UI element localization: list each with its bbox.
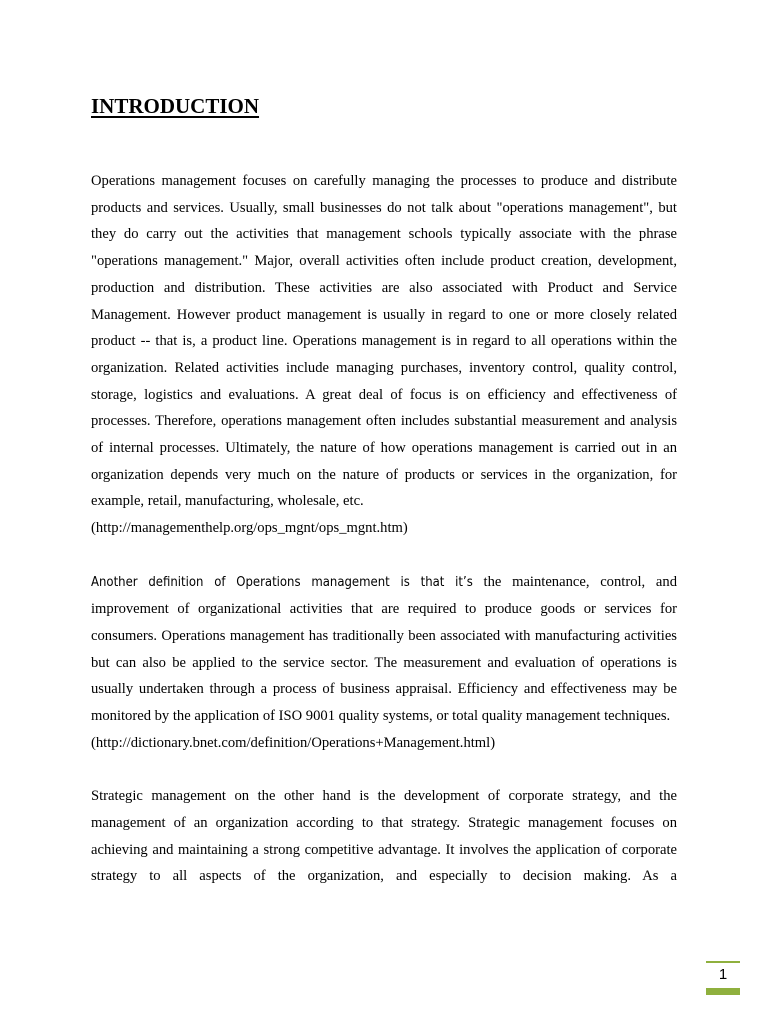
reference-bnet-dictionary: (http://dictionary.bnet.com/definition/Operations+Management.html) [91, 734, 496, 751]
paragraph-rest-text: the maintenance, control, and improvement of organizational activities that are required to produce goods or services for consumers. Operations management has traditionally been associated with manufacturing activities but can also be applied to the service sector. The measurement and evaluation of operations is usually undertaken through a process of business appraisal. Efficiency and effectiveness may be monitored by the application of ISO 9001 quality systems, or total quality management techniques. [91, 573, 677, 725]
footer-accent-bar [706, 988, 740, 995]
reference-managementhelp: (http://managementhelp.org/ops_mgnt/ops_mgnt.htm) [91, 520, 408, 537]
paragraph-operations-management: Operations management focuses on carefully managing the processes to produce and distribute products and services. Usually, small businesses do not talk about "operations management", but they do carry out the activities that management schools typically associate with the phrase "operations management." Major, overall activities often include product creation, development, production and distribution. These activities are also associated with Product and Service Management. However product management is usually in regard to one or more closely related product -- that is, a product line. Operations management is in regard to all operations within the organization. Related activities include managing purchases, inventory control, quality control, storage, logistics and evaluations. A great deal of focus is on efficiency and effectiveness of processes. Therefore, operations management often includes substantial measurement and analysis of internal processes. Ultimately, the nature of how operations management is carried out in an organization depends very much on the nature of products or services in the organization, for example, retail, manufacturing, wholesale, etc. [91, 173, 677, 510]
page-heading: INTRODUCTION [91, 94, 260, 118]
paragraph-strategic-management: Strategic management on the other hand is the development of corporate strategy, and the management of an organization according to that strategy. Strategic management focuses on achieving and maintaining a strong competitive advantage. It involves the application of corporate strategy to all aspects of the organization, and especially to decision making. As a [91, 788, 677, 885]
paragraph-lead-text: Another definition of Operations management is that it’s [91, 574, 473, 590]
page-number: 1 [718, 966, 728, 983]
page-footer [706, 961, 740, 995]
footer-top-rule [706, 961, 740, 963]
paragraph-another-definition [91, 569, 677, 730]
document-body [91, 168, 677, 890]
